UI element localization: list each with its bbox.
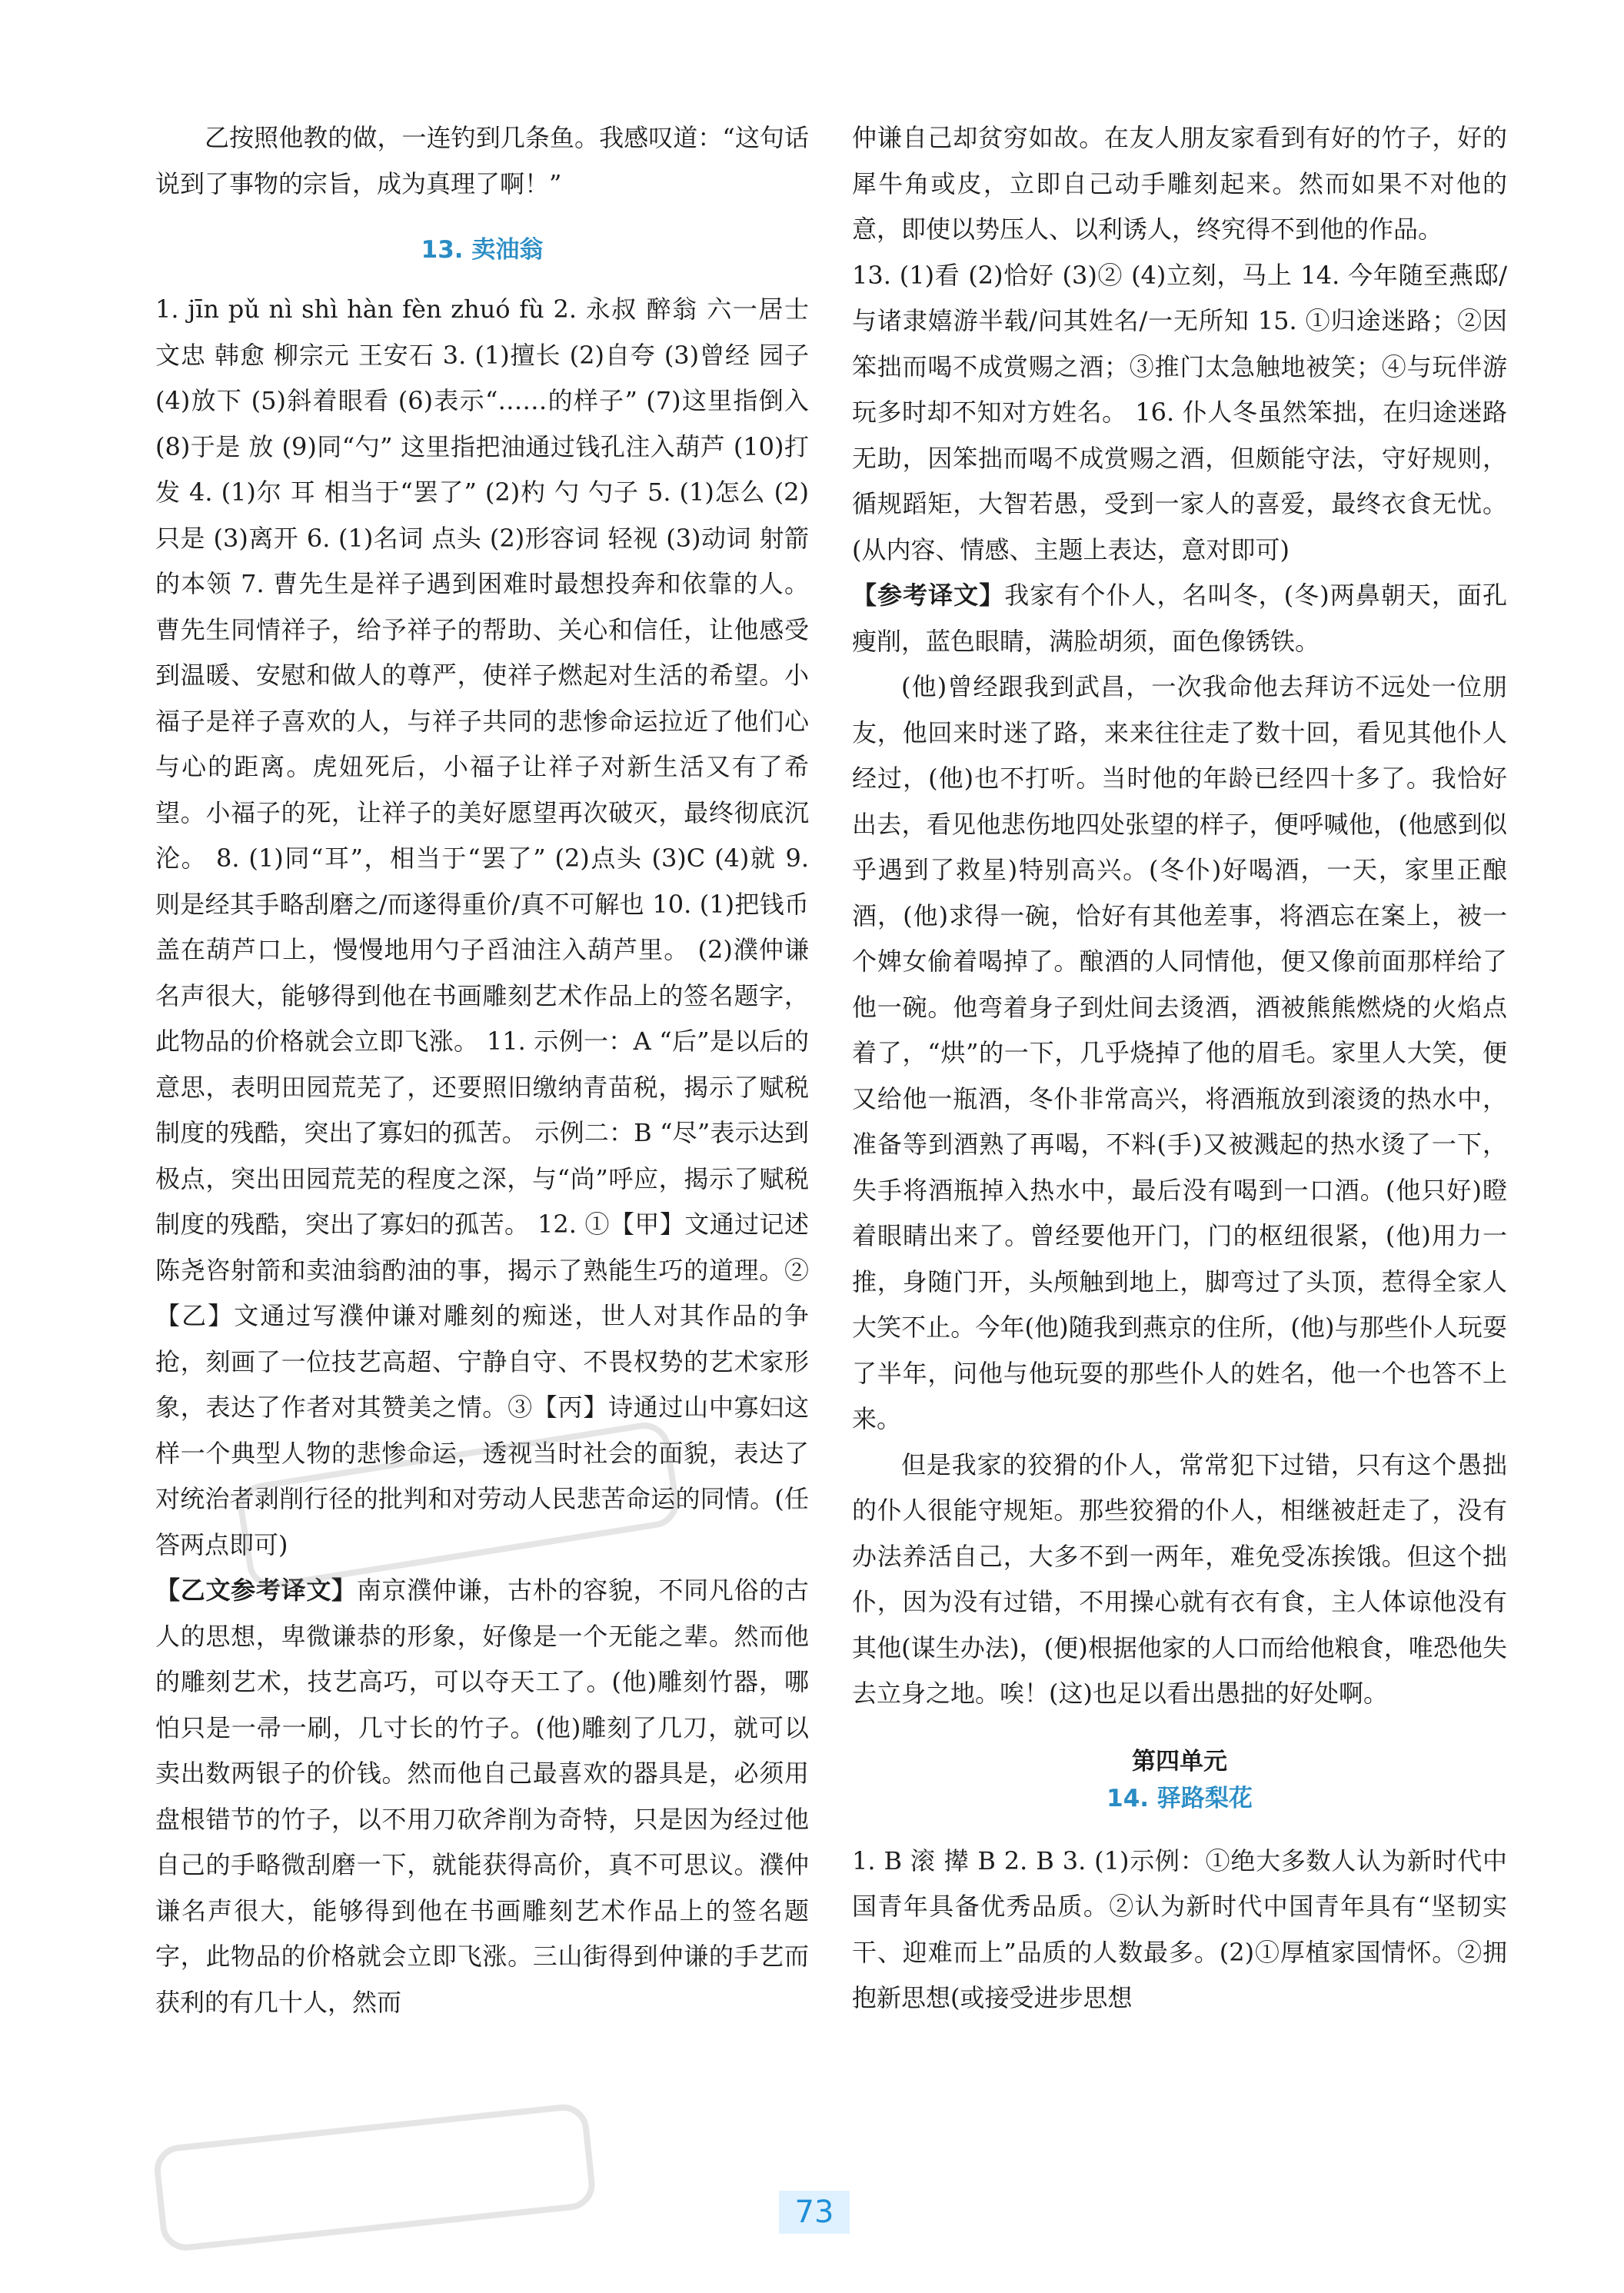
lesson-13-heading: 13. 卖油翁	[421, 236, 544, 264]
lesson-14-heading: 14. 驿路梨花	[1107, 1784, 1253, 1812]
left-column	[155, 115, 809, 2025]
intro-paragraph: 乙按照他教的做，一连钓到几条鱼。我感叹道：“这句话说到了事物的宗旨，成为真理了啊！”	[155, 123, 809, 198]
watermark-logo-bottom	[151, 2087, 626, 2293]
answers-13-16: 13. (1)看 (2)恰好 (3)② (4)立刻，马上 14. 今年随至燕邸/与诸隶嬉游半载/问其姓名/一无所知 15. ①归途迷路；②因笨拙而喝不成赏赐之酒；③推门太急触地被笑；④与玩伴游玩多时却不知对方姓名。 16. 仆人冬虽然笨拙，在归途迷路无助，因笨拙而喝不成赏赐之酒，但颇能守法，守好规则，循规蹈矩，大智若愚，受到一家人的喜爱，最终衣食无忧。(从内容、情感、主题上表达，意对即可)	[852, 260, 1507, 564]
yi-translation	[155, 1568, 809, 2025]
translation-paragraph-2: (他)曾经跟我到武昌，一次我命他去拜访不远处一位朋友，他回来时迷了路，来来往往走了数十回，看见其他仆人经过，(他)也不打听。当时他的年龄已经四十多了。我恰好出去，看见他悲伤地四处张望的样子，便呼喊他，(他感到似乎遇到了救星)特别高兴。(冬仆)好喝酒，一天，家里正酿酒，(他)求得一碗，恰好有其他差事，将酒忘在案上，被一个婢女偷着喝掉了。酿酒的人同情他，便又像前面那样给了他一碗。他弯着身子到灶间去烫酒，酒被熊熊燃烧的火焰点着了，“烘”的一下，几乎烧掉了他的眉毛。家里人大笑，便又给他一瓶酒，冬仆非常高兴，将酒瓶放到滚烫的热水中，准备等到酒熟了再喝，不料(手)又被溅起的热水烫了一下，失手将酒瓶掉入热水中，最后没有喝到一口酒。(他只好)瞪着眼睛出来了。曾经要他开门，门的枢纽很紧，(他)用力一推，身随门开，头颅触到地上，脚弯过了头顶，惹得全家人大笑不止。今年(他)随我到燕京的住所，(他)与那些仆人玩耍了半年，问他与他玩耍的那些仆人的姓名，他一个也答不上来。	[852, 672, 1507, 1433]
right-column	[852, 115, 1507, 2022]
page-number: 73	[779, 2191, 850, 2234]
yi-translation-text: 南京濮仲谦，古朴的容貌，不同凡俗的古人的思想，卑微谦恭的形象，好像是一个无能之辈。然而他的雕刻艺术，技艺高巧，可以夺天工了。(他)雕刻竹器，哪怕只是一帚一刷，几寸长的竹子。(他)雕刻了几刀，就可以卖出数两银子的价钱。然而他自己最喜欢的器具是，必须用盘根错节的竹子，以不用刀砍斧削为奇特，只是因为经过他自己的手略微刮磨一下，就能获得高价，真不可思议。濮仲谦名声很大，能够得到他在书画雕刻艺术作品上的签名题字，此物品的价格就会立即飞涨。三山街得到仲谦的手艺而获利的有几十人，然而	[155, 1576, 809, 2017]
translation-paragraph-3: 但是我家的狡猾的仆人，常常犯下过错，只有这个愚拙的仆人很能守规矩。那些狡猾的仆人，相继被赶走了，没有办法养活自己，大多不到一两年，难免受冻挨饿。但这个拙仆，因为没有过错，不用操心就有衣有食，主人体谅他没有其他(谋生办法)，(便)根据他家的人口而给他粮食，唯恐他失去立身之地。唉！(这)也足以看出愚拙的好处啊。	[852, 1449, 1507, 1708]
lesson-13-answers: 1. jīn pǔ nì shì hàn fèn zhuó fù 2. 永叔 醉翁 六一居士 文忠 韩愈 柳宗元 王安石 3. (1)擅长 (2)自夸 (3)曾经 园子 (4)放下 (5)斜着眼看 (6)表示“……的样子” (7)这里指倒入 (8)于是 放 (9)同“勺” 这里指把油通过钱孔注入葫芦 (10)打发 4. (1)尔 耳 相当于“罢了” (2)杓 勺 勺子 5. (1)怎么 (2)只是 (3)离开 6. (1)名词 点头 (2)形容词 轻视 (3)动词 射箭的本领 7. 曹先生是祥子遇到困难时最想投奔和依靠的人。曹先生同情祥子，给予祥子的帮助、关心和信任，让他感受到温暖、安慰和做人的尊严，使祥子燃起对生活的希望。小福子是祥子喜欢的人，与祥子共同的悲惨命运拉近了他们心与心的距离。虎妞死后，小福子让祥子对新生活又有了希望。小福子的死，让祥子的美好愿望再次破灭，最终彻底沉沦。 8. (1)同“耳”，相当于“罢了” (2)点头 (3)C (4)就 9. 则是经其手略刮磨之/而遂得重价/真不可解也 10. (1)把钱币盖在葫芦口上，慢慢地用勺子舀油注入葫芦里。 (2)濮仲谦名声很大，能够得到他在书画雕刻艺术作品上的签名题字，此物品的价格就会立即飞涨。 11. 示例一：A “后”是以后的意思，表明田园荒芜了，还要照旧缴纳青苗税，揭示了赋税制度的残酷，突出了寡妇的孤苦。 示例二：B “尽”表示达到极点，突出田园荒芜的程度之深，与“尚”呼应，揭示了赋税制度的残酷，突出了寡妇的孤苦。 12. ①【甲】文通过记述陈尧咨射箭和卖油翁酌油的事，揭示了熟能生巧的道理。②【乙】文通过写濮仲谦对雕刻的痴迷，世人对其作品的争抢，刻画了一位技艺高超、宁静自守、不畏权势的艺术家形象，表达了作者对其赞美之情。③【丙】诗通过山中寡妇这样一个典型人物的悲惨命运，透视当时社会的面貌，表达了对统治者剥削行径的批判和对劳动人民悲苦命运的同情。(任答两点即可)	[155, 295, 809, 1559]
reference-translation-text: 我家有个仆人，名叫冬，(冬)两鼻朝天，面孔瘦削，蓝色眼睛，满脸胡须，面色像锈铁。	[852, 581, 1507, 656]
lesson-14-answers: 1. B 滚 撵 B 2. B 3. (1)示例：①绝大多数人认为新时代中国青年具备优秀品质。②认为新时代中国青年具有“坚韧实干、迎难而上”品质的人数最多。(2)①厚植家国情怀。②拥抱新思想(或接受进步思想	[852, 1845, 1507, 2012]
watermark-graphic-bottom	[151, 2087, 623, 2265]
yi-translation-continued: 仲谦自己却贫穷如故。在友人朋友家看到有好的竹子，好的犀牛角或皮，立即自己动手雕刻起来。然而如果不对他的意，即使以势压人、以利诱人，终究得不到他的作品。	[852, 123, 1507, 244]
reference-translation-label: 【参考译文】	[852, 581, 1005, 610]
unit-4-heading: 第四单元	[1132, 1747, 1227, 1775]
reference-translation	[852, 573, 1507, 664]
yi-translation-label: 【乙文参考译文】	[155, 1576, 357, 1605]
